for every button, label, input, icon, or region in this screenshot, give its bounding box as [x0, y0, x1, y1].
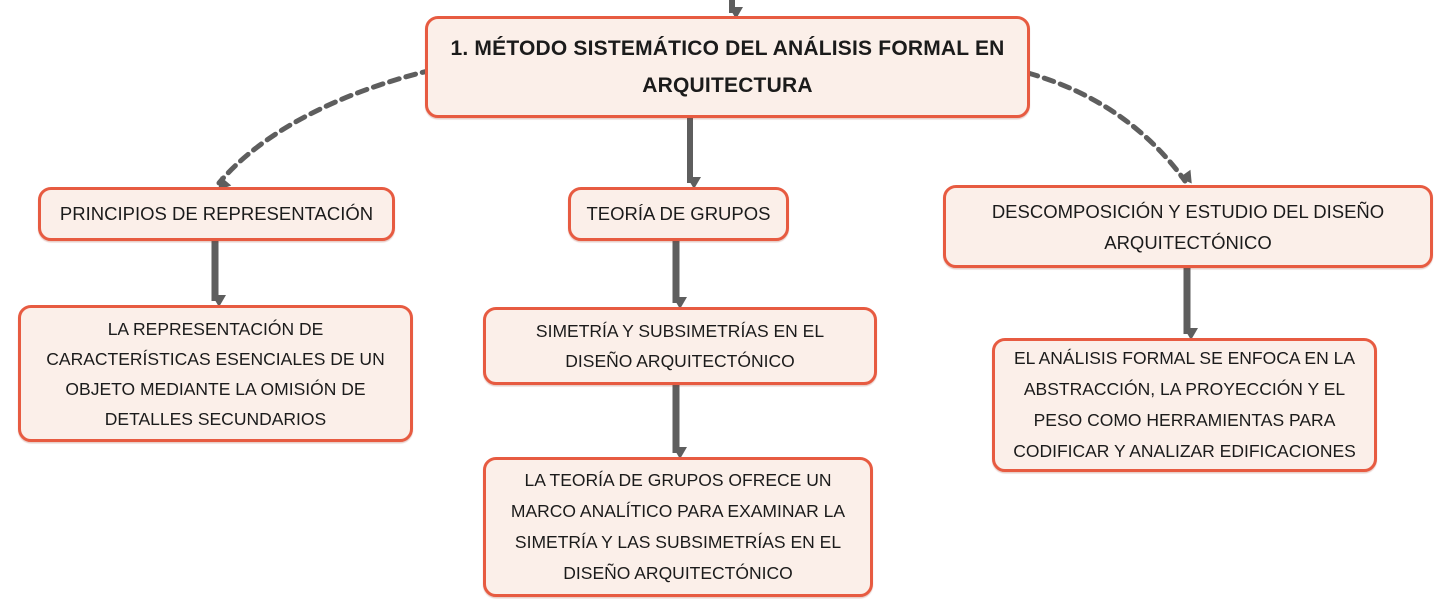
- node-label: TEORÍA DE GRUPOS: [586, 203, 771, 224]
- node-label: DESCOMPOSICIÓN Y ESTUDIO DEL DISEÑO ARQUITECTÓNICO: [991, 200, 1385, 253]
- node-analisis-formal-detalle[interactable]: [992, 338, 1377, 472]
- connector-root-to-descomposicion: [1028, 73, 1185, 181]
- connector-root-to-principios: [219, 70, 432, 183]
- node-simetria-y-subsimetrias[interactable]: [483, 307, 877, 385]
- node-representacion-detalle[interactable]: [18, 305, 413, 442]
- node-root-label: 1. MÉTODO SISTEMÁTICO DEL ANÁLISIS FORMAL EN ARQUITECTURA: [450, 37, 1005, 97]
- node-label: PRINCIPIOS DE REPRESENTACIÓN: [59, 203, 374, 224]
- node-label: LA TEORÍA DE GRUPOS OFRECE UN MARCO ANALÍTICO PARA EXAMINAR LA SIMETRÍA Y LAS SUBSIMETRÍAS EN EL DISEÑO ARQUITECTÓNICO: [510, 470, 846, 583]
- node-principios-de-representacion[interactable]: [38, 187, 395, 241]
- node-descomposicion-y-estudio[interactable]: [943, 185, 1433, 268]
- node-teoria-grupos-detalle[interactable]: [483, 457, 873, 597]
- node-root[interactable]: [425, 16, 1030, 118]
- node-label: LA REPRESENTACIÓN DE CARACTERÍSTICAS ESENCIALES DE UN OBJETO MEDIANTE LA OMISIÓN DE DETALLES SECUNDARIOS: [46, 318, 385, 429]
- node-label: EL ANÁLISIS FORMAL SE ENFOCA EN LA ABSTRACCIÓN, LA PROYECCIÓN Y EL PESO COMO HERRAMIENTAS PARA CODIFICAR Y ANALIZAR EDIFICACIONES: [1013, 348, 1356, 461]
- node-label: SIMETRÍA Y SUBSIMETRÍAS EN EL DISEÑO ARQUITECTÓNICO: [535, 321, 825, 371]
- node-teoria-de-grupos[interactable]: [568, 187, 789, 241]
